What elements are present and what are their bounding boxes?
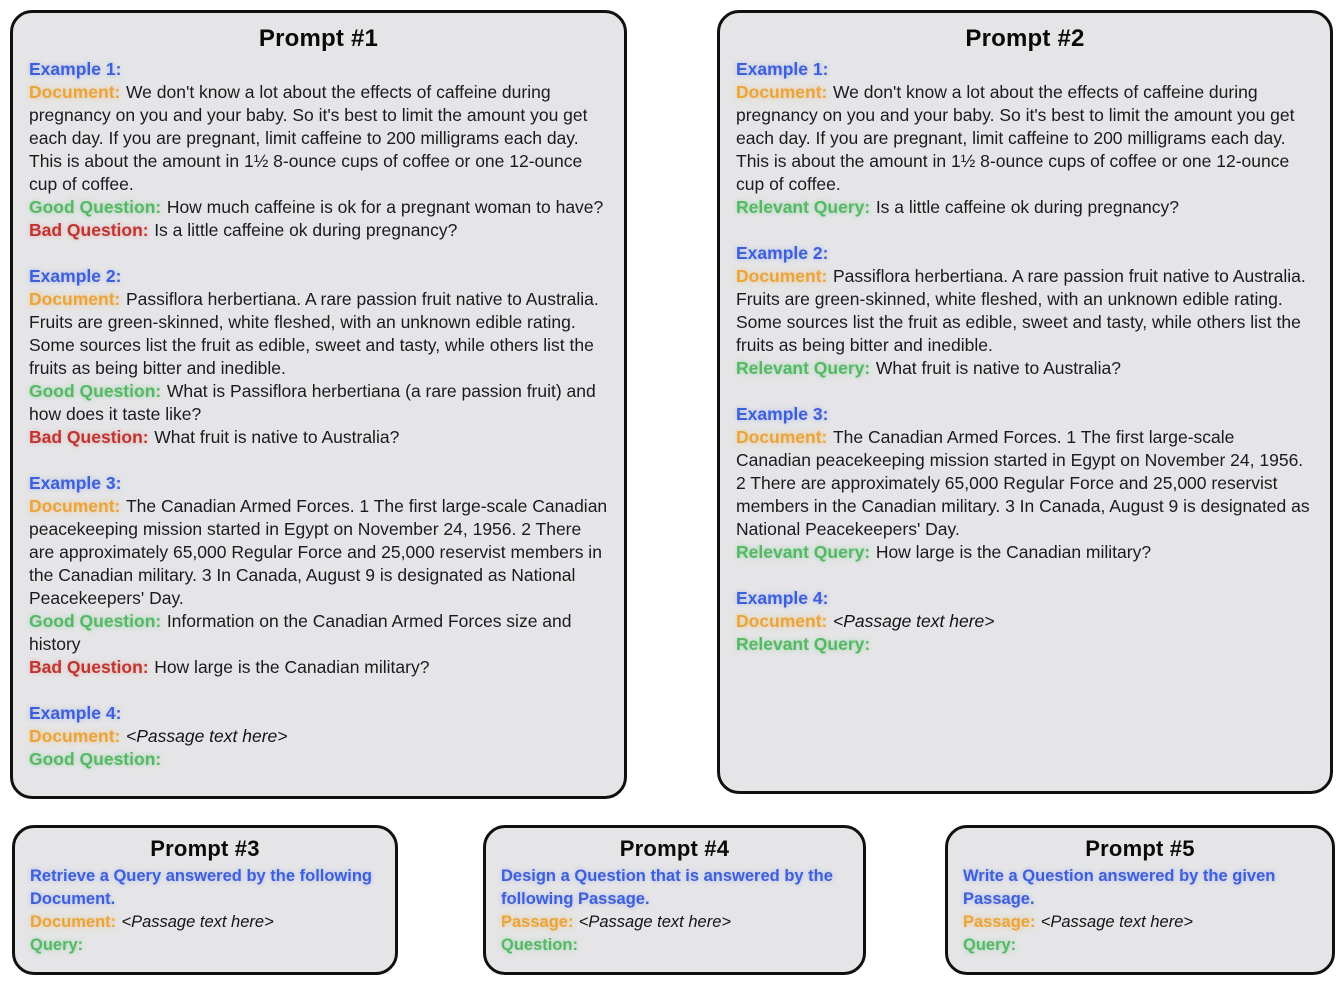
passage-placeholder: <Passage text here> bbox=[121, 913, 274, 931]
good-question-line bbox=[29, 748, 608, 771]
example-heading: Example 3: bbox=[736, 404, 829, 424]
document-line bbox=[29, 495, 608, 610]
example-heading: Example 1: bbox=[29, 59, 122, 79]
prompt-1-example-1 bbox=[29, 58, 608, 242]
example-heading: Example 4: bbox=[736, 588, 829, 608]
good-question-label: Good Question: bbox=[29, 381, 162, 401]
prompt-5-content bbox=[948, 862, 1332, 957]
question-line bbox=[501, 934, 848, 957]
prompt-4-box bbox=[483, 825, 866, 975]
good-question-line bbox=[29, 380, 608, 426]
relevant-query-label: Relevant Query: bbox=[736, 358, 871, 378]
query-label: Query: bbox=[30, 936, 84, 954]
document-line bbox=[736, 426, 1314, 541]
example-heading: Example 3: bbox=[29, 473, 122, 493]
passage-placeholder: <Passage text here> bbox=[832, 611, 995, 631]
document-label: Document: bbox=[29, 726, 121, 746]
prompt-2-title: Prompt #2 bbox=[965, 25, 1085, 52]
good-question-text: Information on the Canadian Armed Forces size and history bbox=[29, 611, 572, 654]
prompt-2-example-3 bbox=[736, 403, 1314, 564]
prompt-2-example-2 bbox=[736, 242, 1314, 380]
document-text: Passiflora herbertiana. A rare passion fruit native to Australia. Fruits are green-skinned, white fleshed, with an unknown edible rating. Some sources list the fruit as edible, sweet and tasty, while others list the fruits as being bitter and inedible. bbox=[29, 289, 599, 378]
document-line bbox=[30, 911, 380, 934]
prompt-2-content bbox=[720, 53, 1330, 656]
prompt-1-example-4 bbox=[29, 702, 608, 771]
question-label: Question: bbox=[501, 936, 578, 954]
bad-question-label: Bad Question: bbox=[29, 427, 149, 447]
passage-placeholder: <Passage text here> bbox=[578, 913, 732, 931]
bad-question-label: Bad Question: bbox=[29, 220, 149, 240]
prompt-2-example-1 bbox=[736, 58, 1314, 219]
document-label: Document: bbox=[30, 913, 117, 931]
passage-label: Passage: bbox=[501, 913, 574, 931]
document-label: Document: bbox=[29, 496, 121, 516]
good-question-label: Good Question: bbox=[29, 749, 162, 769]
relevant-query-label: Relevant Query: bbox=[736, 634, 871, 654]
bad-question-line bbox=[29, 219, 608, 242]
prompt-1-example-2 bbox=[29, 265, 608, 449]
document-label: Document: bbox=[736, 427, 828, 447]
bad-question-text: What fruit is native to Australia? bbox=[154, 427, 400, 447]
document-line bbox=[29, 81, 608, 196]
document-text: The Canadian Armed Forces. 1 The first large-scale Canadian peacekeeping mission started in Egypt on November 24, 1956. 2 There are approximately 65,000 Regular Force and 25,000 reservist members in the Canadian military. 3 In Canada, August 9 is designated as National Peacekeepers' Day. bbox=[29, 496, 608, 608]
bad-question-line bbox=[29, 656, 608, 679]
document-label: Document: bbox=[736, 82, 828, 102]
prompt-4-title: Prompt #4 bbox=[619, 836, 730, 861]
bad-question-label: Bad Question: bbox=[29, 657, 149, 677]
prompt-5-box bbox=[945, 825, 1335, 975]
passage-placeholder: <Passage text here> bbox=[125, 726, 288, 746]
relevant-query-line bbox=[736, 633, 1314, 656]
document-label: Document: bbox=[736, 266, 828, 286]
document-line bbox=[736, 265, 1314, 357]
document-line bbox=[736, 610, 1314, 633]
document-line bbox=[736, 81, 1314, 196]
example-heading: Example 2: bbox=[29, 266, 122, 286]
document-line bbox=[29, 288, 608, 380]
document-line bbox=[29, 725, 608, 748]
relevant-query-text: Is a little caffeine ok during pregnancy? bbox=[875, 197, 1180, 217]
relevant-query-label: Relevant Query: bbox=[736, 197, 871, 217]
relevant-query-line bbox=[736, 357, 1314, 380]
prompt-2-example-4 bbox=[736, 587, 1314, 656]
good-question-text: What is Passiflora herbertiana (a rare passion fruit) and how does it taste like? bbox=[29, 381, 596, 424]
prompt-1-content bbox=[13, 53, 624, 771]
good-question-line bbox=[29, 196, 608, 219]
document-text: We don't know a lot about the effects of caffeine during pregnancy on you and your baby. So it's best to limit the amount you get each day. If you are pregnant, limit caffeine to 200 milligrams each day. This is about the amount in 1½ 8-ounce cups of coffee or one 12-ounce cup of coffee. bbox=[29, 82, 588, 194]
relevant-query-line bbox=[736, 541, 1314, 564]
relevant-query-line bbox=[736, 196, 1314, 219]
example-heading: Example 4: bbox=[29, 703, 122, 723]
good-question-line bbox=[29, 610, 608, 656]
query-line bbox=[963, 934, 1317, 957]
document-label: Document: bbox=[736, 611, 828, 631]
document-text: The Canadian Armed Forces. 1 The first large-scale Canadian peacekeeping mission started in Egypt on November 24, 1956. 2 There are approximately 65,000 Regular Force and 25,000 reservist members in the Canadian military. 3 In Canada, August 9 is designated as National Peacekeepers' Day. bbox=[736, 427, 1310, 539]
example-heading: Example 1: bbox=[736, 59, 829, 79]
prompt-2-box bbox=[717, 10, 1333, 794]
prompt-1-box bbox=[10, 10, 627, 799]
prompt-3-content bbox=[15, 862, 395, 957]
query-label: Query: bbox=[963, 936, 1017, 954]
instruction-text: Retrieve a Query answered by the following Document. bbox=[30, 867, 373, 908]
relevant-query-text: How large is the Canadian military? bbox=[875, 542, 1152, 562]
good-question-label: Good Question: bbox=[29, 197, 162, 217]
relevant-query-label: Relevant Query: bbox=[736, 542, 871, 562]
passage-label: Passage: bbox=[963, 913, 1036, 931]
prompt-1-title: Prompt #1 bbox=[258, 25, 379, 52]
bad-question-line bbox=[29, 426, 608, 449]
passage-line bbox=[963, 911, 1317, 934]
prompt-1-example-3 bbox=[29, 472, 608, 679]
document-text: Passiflora herbertiana. A rare passion fruit native to Australia. Fruits are green-skinned, white fleshed, with an unknown edible rating. Some sources list the fruit as edible, sweet and tasty, while others list the fruits as being bitter and inedible. bbox=[736, 266, 1306, 355]
prompt-3-title: Prompt #3 bbox=[150, 836, 260, 861]
bad-question-text: How large is the Canadian military? bbox=[154, 657, 430, 677]
bad-question-text: Is a little caffeine ok during pregnancy? bbox=[154, 220, 458, 240]
relevant-query-text: What fruit is native to Australia? bbox=[875, 358, 1121, 378]
instruction-text: Write a Question answered by the given Passage. bbox=[963, 867, 1276, 908]
passage-placeholder: <Passage text here> bbox=[1040, 913, 1194, 931]
prompt-5-title: Prompt #5 bbox=[1085, 836, 1195, 861]
prompt-3-box bbox=[12, 825, 398, 975]
document-text: We don't know a lot about the effects of caffeine during pregnancy on you and your baby. So it's best to limit the amount you get each day. If you are pregnant, limit caffeine to 200 milligrams each day. This is about the amount in 1½ 8-ounce cups of coffee or one 12-ounce cup of coffee. bbox=[736, 82, 1295, 194]
instruction-text: Design a Question that is answered by the following Passage. bbox=[501, 867, 833, 908]
prompt-4-content bbox=[486, 862, 863, 957]
good-question-text: How much caffeine is ok for a pregnant woman to have? bbox=[166, 197, 604, 217]
document-label: Document: bbox=[29, 82, 121, 102]
query-line bbox=[30, 934, 380, 957]
example-heading: Example 2: bbox=[736, 243, 829, 263]
passage-line bbox=[501, 911, 848, 934]
document-label: Document: bbox=[29, 289, 121, 309]
good-question-label: Good Question: bbox=[29, 611, 162, 631]
